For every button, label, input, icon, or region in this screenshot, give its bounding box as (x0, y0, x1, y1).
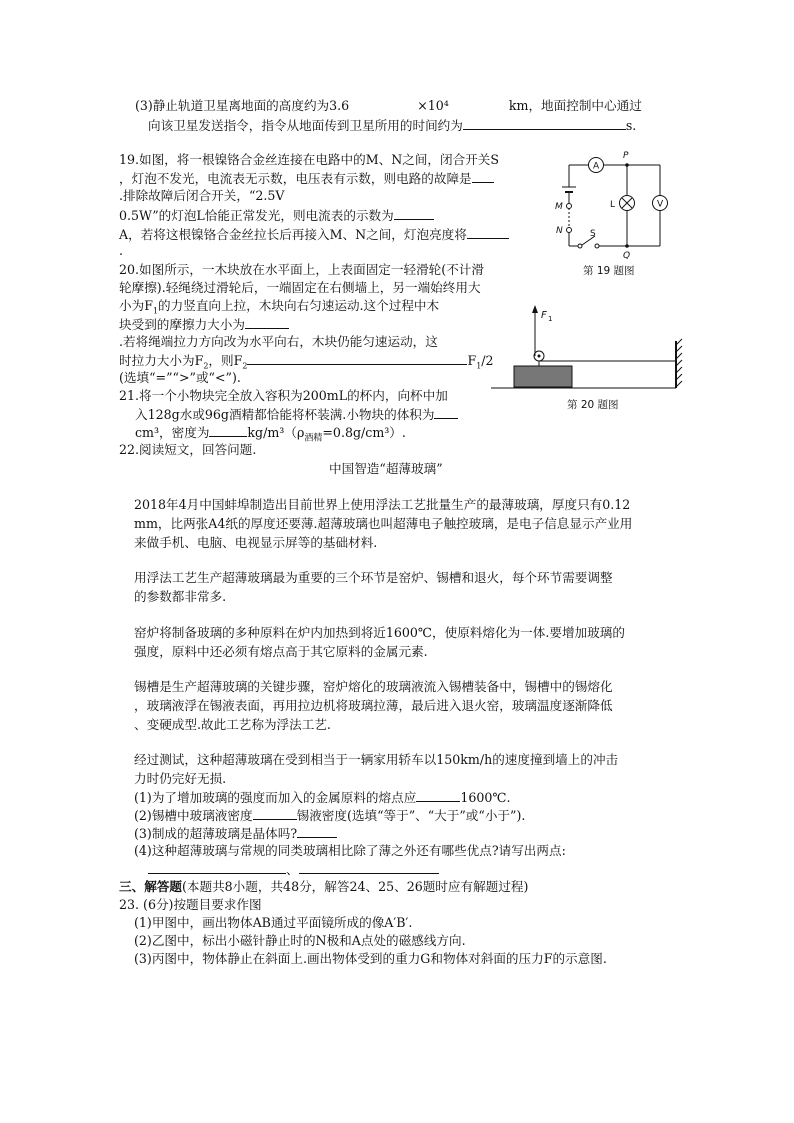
q22-p4a: 锡槽是生产超薄玻璃的关键步骤，窑炉熔化的玻璃液流入锡槽装备中，锡槽中的锡熔化 (134, 679, 613, 694)
q22-s1-b: 1600℃. (460, 790, 511, 805)
label-Q: Q (623, 251, 631, 261)
terminal-n-icon (567, 228, 572, 233)
q20-line6-d: /2 (481, 353, 494, 368)
q19-line6: . (119, 243, 124, 258)
q19-line5-text: A，若将这根镍铬合金丝拉长后再接入M、N之间，灯泡亮度将 (119, 227, 467, 242)
q20-line5: .若将绳端拉力方向改为水平向右，木块仍能匀速运动，这 (119, 334, 438, 349)
q21-line1: 21.将一个小物块完全放入容积为200mL的杯内，向杯中加 (119, 388, 448, 403)
label-P: P (623, 151, 629, 161)
label-S: S (590, 229, 596, 239)
q18-line1-c: km，地面控制中心通过 (508, 98, 642, 113)
q20-line3-a: 小为F (119, 298, 153, 313)
q22-p5a: 经过测试，这种超薄玻璃在受到相当于一辆家用轿车以150km/h的速度撞到墙上的冲击 (134, 752, 619, 767)
q22-p2a: 用浮法工艺生产超薄玻璃最为重要的三个环节是窑炉、锡槽和退火，每个环节需要调整 (134, 570, 613, 585)
label-L: L (610, 200, 616, 210)
q21-line2 (135, 406, 458, 423)
q22-s4-answers (148, 861, 439, 878)
q22-p3b: 强度，原料中还必须有熔点高于其它原料的金属元素. (134, 644, 428, 659)
label-N: N (556, 226, 563, 236)
label-V: V (657, 199, 664, 210)
q22-p4b: ，玻璃液浮在锡液表面，再用拉边机将玻璃拉薄，最后进入退火窑，玻璃温度逐渐降低 (134, 698, 613, 713)
section3-heading-bold: 三、解答题 (119, 879, 182, 894)
q22-s1-blank[interactable] (416, 789, 460, 802)
q21-line3 (135, 424, 406, 444)
q22-s2-a: (2)锡槽中玻璃液密度 (134, 808, 253, 823)
q19-line1: 19.如图，将一根镍铬合金丝连接在电路中的M、N之间，闭合开关S (119, 152, 500, 167)
q20-line6-b: ，则F (208, 353, 243, 368)
q23-line1: (1)甲图中，画出物体AB通过平面镜所成的像A′B′. (134, 915, 413, 930)
switch-icon (578, 244, 582, 248)
q20-friction-blank[interactable] (245, 316, 289, 329)
q22-p2b: 的参数都非常多. (134, 589, 227, 604)
q19-caption: 第 19 题图 (583, 265, 635, 277)
q22-p1b: mm，比两张A4纸的厚度还要薄.超薄玻璃也叫超薄电子触控玻璃，是电子信息显示产业用 (134, 516, 633, 531)
q21-line3-a: cm³，密度为 (135, 425, 210, 440)
q18-line1-a: (3)静止轨道卫星离地面的高度约为3.6 (135, 98, 350, 113)
q19-line3: .排除故障后闭合开关，“2.5V (119, 188, 285, 203)
q22-title: 中国智造“超薄玻璃” (329, 461, 443, 476)
q22-s3-blank[interactable] (297, 825, 337, 838)
q20-line6-sub3: 1 (476, 361, 482, 371)
q18-line2-end: s. (625, 118, 637, 133)
q18-line1-b: ×10⁴ (417, 98, 449, 113)
q20-line6 (119, 352, 494, 369)
q20-line3-b: 的力竖直向上拉，木块向右匀速运动.这个过程中木 (158, 298, 440, 313)
q22-s4-sep: 、 (286, 862, 299, 877)
q22-s2-b: 锡液密度(选填“等于”、“大于”或“小于”). (296, 808, 526, 823)
q20-line6-a: 时拉力大小为F (119, 353, 204, 368)
wooden-block (514, 366, 572, 387)
q20-line6-c: F (467, 353, 477, 368)
q23-line3: (3)丙图中，物体静止在斜面上.画出物体受到的重力G和物体对斜面的压力F的示意图. (134, 951, 607, 966)
label-A: A (593, 161, 600, 172)
force-arrow-icon (532, 305, 538, 313)
q20-line7: (选填“=”“>”或“<”). (119, 370, 241, 385)
q20-caption: 第 20 题图 (567, 399, 619, 411)
pulley-icon (534, 351, 544, 361)
q20-line6-sub: 2 (203, 361, 209, 371)
q19-current-blank[interactable] (394, 207, 434, 220)
q20-line3 (119, 298, 439, 314)
terminal-m-icon (567, 204, 572, 209)
q22-s1 (134, 789, 510, 806)
q20-line3-sub: 1 (152, 306, 159, 316)
q19-line4 (119, 207, 434, 224)
label-M: M (555, 202, 563, 212)
force-label-sub: 1 (548, 315, 553, 323)
q22-s4-blank-2[interactable] (299, 861, 439, 874)
q22-s4: (4)这种超薄玻璃与常规的同类玻璃相比除了薄之外还有哪些优点?请写出两点: (134, 843, 566, 858)
q20-line4-text: 块受到的摩擦力大小为 (119, 317, 245, 332)
q22-intro: 22.阅读短文，回答问题. (119, 442, 257, 457)
q22-p4c: 、变硬成型.故此工艺称为浮法工艺. (134, 717, 331, 732)
q20-line4 (119, 316, 289, 333)
lamp-icon (620, 196, 635, 211)
section3-heading (119, 879, 528, 895)
q21-volume-blank[interactable] (434, 406, 458, 419)
q22-p1a: 2018年4月中国蚌埠制造出目前世界上使用浮法工艺批量生产的最薄玻璃，厚度只有0.12 (134, 497, 631, 512)
voltmeter-icon (653, 196, 668, 211)
q19-line2 (119, 170, 494, 187)
q21-density-blank[interactable] (209, 424, 247, 437)
q18-answer-blank[interactable] (463, 117, 626, 130)
q19-line5 (119, 226, 509, 243)
q21-line2-text: 入128g水或96g酒精都恰能将杯装满.小物块的体积为 (135, 407, 435, 422)
q22-p1c: 来做手机、电脑、电视显示屏等的基础材料. (134, 535, 378, 550)
q19-line4-text: 0.5W”的灯泡L恰能正常发光，则电流表的示数为 (119, 208, 394, 223)
q20-line2: 轮摩擦).轻绳绕过滑轮后，一端固定在右侧墙上，另一端始终用大 (119, 280, 481, 295)
q21-line3-b: kg/m³（ρ (247, 425, 305, 440)
q22-s3 (134, 825, 337, 842)
q22-s2-blank[interactable] (253, 807, 297, 820)
q19-line2-text: ，灯泡不发光，电流表无示数，电压表有示数，则电路的故障是 (119, 171, 472, 186)
q18-line2-text: 向该卫星发送指令，指令从地面传到卫星所用的时间约为 (148, 118, 463, 133)
q19-brightness-blank[interactable] (467, 226, 509, 239)
ammeter-icon (589, 158, 604, 173)
q22-p5b: 力时仍完好无损. (134, 771, 227, 786)
q22-s4-blank-1[interactable] (148, 861, 286, 874)
q19-fault-blank[interactable] (472, 170, 494, 183)
q20-line6-sub2: 2 (242, 361, 248, 371)
force-label: F (541, 310, 547, 321)
q22-s1-a: (1)为了增加玻璃的强度而加入的金属原料的熔点应 (134, 790, 417, 805)
q20-compare-blank[interactable] (247, 352, 467, 365)
q23-line2: (2)乙图中，标出小磁针静止时的N极和A点处的磁感线方向. (134, 933, 466, 948)
q21-line3-c: =0.8g/cm³）. (322, 425, 406, 440)
q22-s3-text: (3)制成的超薄玻璃是晶体吗? (134, 826, 298, 841)
q18-line1 (135, 98, 642, 114)
section3-heading-rest: (本题共8小题，共48分，解答24、25、26题时应有解题过程) (181, 879, 529, 894)
q18-line2 (148, 117, 636, 134)
q23-line0: 23. (6分)按题目要求作图 (119, 897, 262, 912)
q20-line1: 20.如图所示，一木块放在水平面上，上表面固定一轻滑轮(不计滑 (119, 262, 484, 277)
q21-line3-sub: 酒精 (304, 433, 323, 444)
q22-s2 (134, 807, 525, 824)
q22-p3a: 窑炉将制备玻璃的多种原料在炉内加热到将近1600℃，使原料熔化为一体.要增加玻璃的 (134, 625, 625, 640)
